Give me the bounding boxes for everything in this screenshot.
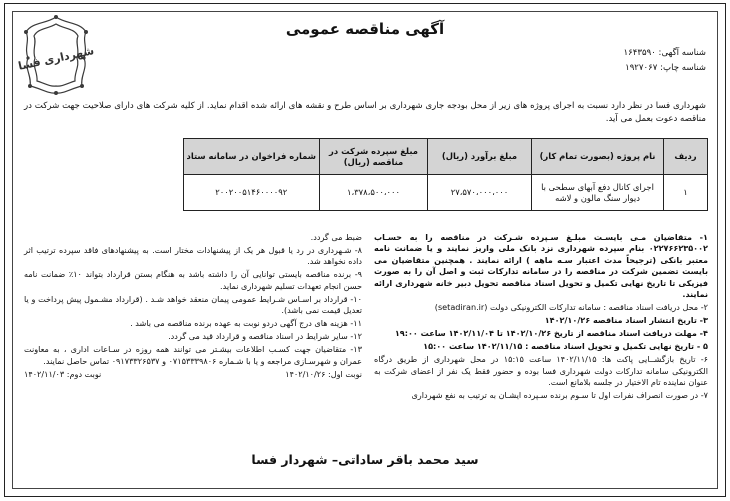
- header-row-number: ردیف: [664, 139, 708, 175]
- condition-5: ۵ - تاریخ نهایی تکمیل و تحویل اسناد مناقصه : ۱۴۰۲/۱۱/۱۵ ساعت ۱۵:۰۰: [423, 341, 708, 352]
- ad-number: شناسه آگهی: ۱۶۴۳۵۹۰: [623, 48, 706, 58]
- conditions-left-column: [24, 232, 362, 381]
- condition-1: ۱- متقاضیان مـی بایسـت مبلـغ سـپرده شـرکت در مناقصه را به حسـاب ۰۲۲۷۶۶۲۳۵۰۰۲ بنام سپرده شهرداری نزد بانک ملی واریز نمایند و یا ضمانت نامه معتبر بانکی (ترجیحاً مدت اعتبار سـه ماهه ) ارائه نمایند . همچنین متقاضیان می بایست تضمین شرکت در مناقصه را در سامانه تدارکات ثبت و اصل آن را به صورت فیزیکی تا تاریخ نهایی تکمیل و تحویل اسناد مناقصه تحویل دبیر خانه شهرداری ارائه نمایند.: [374, 232, 708, 300]
- condition-10: ۱۰- قرارداد بر اسـاس شـرایط عمومی پیمان منعقد خواهد شـد . (قرارداد مشـمول پیش پرداخت و یا تعدیل قیمت نمی باشد).: [24, 293, 362, 316]
- intro-paragraph: شهرداری فسا در نظر دارد نسبت به اجرای پروژه های زیر از محل بودجه جاری شهرداری بر اساس طرح و نقشه های ارائه شده اقدام نماید. از کلیه شرکت های دارای صلاحیت جهت شرکت در مناقصه دعوت بعمل می آید.: [24, 101, 706, 124]
- condition-8: ۸- شـهرداری در رد یا قبول هر یک از پیشنهادات مختار است. به پیشنهادهای فاقد سپرده ترتیب اثر داده نخواهد شد.: [24, 244, 362, 267]
- cell-project-name: اجرای کانال دفع آبهای سطحی با دیوار سنگ مالون و لاشه: [532, 175, 664, 211]
- tender-table: [183, 138, 708, 211]
- condition-6: ۶- تاریخ بازگشــایی پاکت ها: ۱۴۰۲/۱۱/۱۵ ساعت ۱۵:۱۵ در محل شهرداری از طریق درگاه الکترونیکی سامانه تدارکات دولت شهرداری فسا بوده و حضور فقط یک نفر از اعضای شرکت به عنوان نماینده تام الاختیار در جلسه بلامانع است.: [374, 354, 709, 388]
- header-deposit: مبلغ سپرده شرکت در مناقصه (ریال): [320, 139, 428, 175]
- cell-row-number: ۱: [664, 175, 708, 211]
- mayor-signature: سید محمد باقر ساداتی– شهردار فسا: [251, 452, 479, 467]
- notice-ids: [624, 48, 707, 77]
- condition-13: ۱۳- متقاضیان جهت کسـب اطلاعات بیشـتر می توانند همه روزه در سـاعات اداری ، به معاونت عمران و شهرسـازی مراجعه و یا با شـماره ۰۷۱۵۳۳۳۹۸۰۶ و ۰۹۱۷۳۳۲۶۵۳۷ تماس حاصل نمایند.: [24, 344, 362, 366]
- condition-2: ۲- محل دریافت اسناد مناقصه : سامانه تدارکات الکترونیکی دولت (setadiran.ir): [434, 302, 708, 313]
- cell-deposit: ۱،۳۷۸،۵۰۰،۰۰۰: [320, 175, 428, 211]
- notice-title: آگهی مناقصه عمومی: [285, 20, 445, 38]
- logo-lettering: شهرداری فسا: [17, 44, 96, 73]
- condition-9: ۹- برنده مناقصه بایستی توانایی آن را داشته باشد به هنگام بستن قرارداد بتواند ۱۰٪ ضمانت نامه حسن انجام تعهدات تسلیم شهرداری نماید.: [24, 269, 362, 291]
- second-publication-date: نوبت دوم: ۱۴۰۲/۱۱/۰۳: [24, 369, 102, 380]
- header-estimate: مبلغ برآورد (ریال): [428, 139, 532, 175]
- condition-11: ۱۱- هزینه های درج آگهی دردو نوبت به عهده برنده مناقصه می باشد .: [130, 318, 362, 329]
- municipality-logo: [17, 14, 96, 96]
- header-call-number: شماره فراخوان در سامانه ستاد: [183, 139, 319, 175]
- first-publication-date: نوبت اول: ۱۴۰۲/۱۰/۲۶: [285, 369, 362, 380]
- publication-dates: [24, 369, 362, 380]
- condition-7-continued: ضبط می گردد.: [310, 232, 362, 242]
- conditions-right-column: [374, 232, 708, 403]
- condition-7: ۷- در صورت انصراف نفرات اول تا سـوم برنده سـپرده ایشـان به ترتیب به نفع شهرداری: [411, 390, 708, 401]
- table-row: [183, 175, 707, 211]
- condition-4: ۴- مهلت دریافت اسناد مناقصه از تاریخ ۱۴۰۲/۱۰/۲۶ تا ۱۴۰۲/۱۱/۰۴ ساعت ۱۹:۰۰: [394, 328, 708, 339]
- cell-estimate: ۲۷،۵۷۰،۰۰۰،۰۰۰: [428, 175, 532, 211]
- cell-call-number: ۲۰۰۲۰۰۵۱۴۶۰۰۰۰۹۲: [183, 175, 319, 211]
- table-header-row: [183, 139, 707, 175]
- condition-3: ۳- تاریخ انتشار اسناد مناقصه ۱۴۰۲/۱۰/۲۶: [544, 315, 708, 326]
- print-number: شناسه چاپ: ۱۹۲۷۰۶۷: [625, 62, 706, 73]
- condition-12: ۱۲- سایر شرایط در اسناد مناقصه و قرارداد قید می گردد.: [168, 331, 362, 342]
- header-project-name: نام پروژه (بصورت تمام کار): [532, 139, 664, 175]
